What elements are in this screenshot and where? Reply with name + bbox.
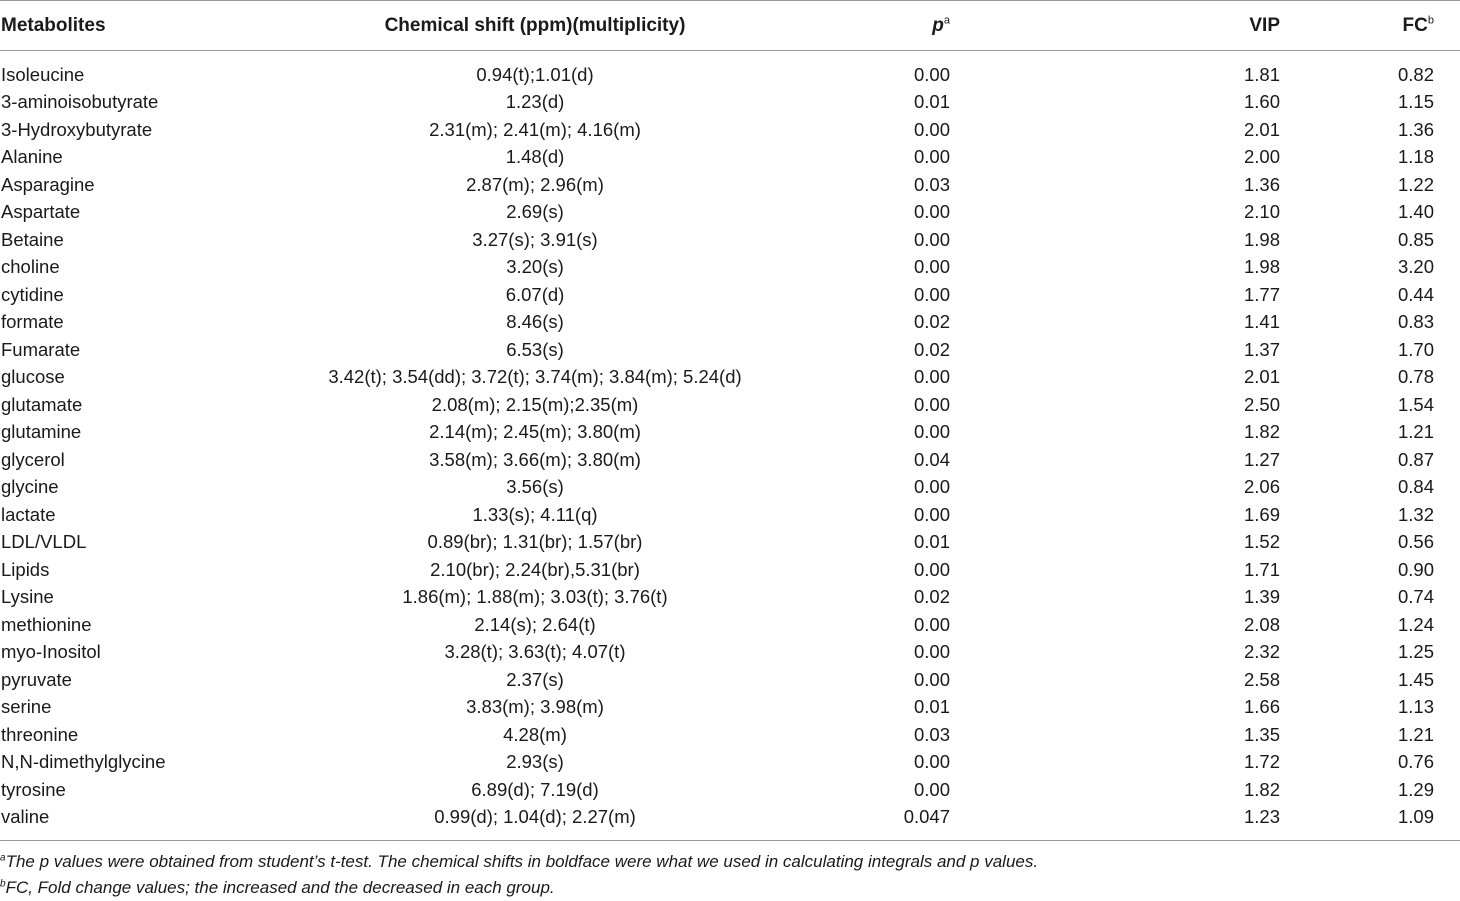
cell-vip: 1.98 (1243, 256, 1280, 278)
cell-chemical-shift: 2.87(m); 2.96(m) (466, 173, 604, 195)
cell-metabolite: glucose (1, 366, 65, 388)
cell-metabolite: choline (1, 256, 60, 278)
cell-p-value: 0.00 (913, 64, 950, 85)
cell-vip: 1.41 (1243, 311, 1280, 333)
footnotes (0, 849, 1460, 901)
cell-vip: 1.52 (1243, 531, 1280, 553)
cell-fc: 1.18 (1397, 146, 1434, 168)
cell-p-value: 0.00 (913, 421, 950, 443)
footnote-a (0, 849, 1460, 875)
cell-metabolite: 3-aminoisobutyrate (1, 91, 159, 113)
cell-metabolite: Alanine (1, 146, 63, 168)
cell-fc: 1.70 (1397, 338, 1434, 360)
cell-vip: 1.82 (1243, 421, 1280, 443)
cell-metabolite: methionine (1, 613, 92, 635)
cell-vip: 2.08 (1243, 613, 1280, 635)
cell-chemical-shift: 1.48(d) (505, 146, 565, 168)
cell-metabolite: 3-Hydroxybutyrate (1, 118, 153, 140)
cell-metabolite: valine (1, 806, 50, 828)
cell-metabolite: glutamine (1, 421, 82, 443)
cell-p-value: 0.01 (913, 91, 950, 113)
cell-p-value: 0.02 (913, 338, 950, 360)
table-row (0, 803, 1460, 831)
cell-fc: 0.82 (1397, 64, 1434, 85)
cell-chemical-shift: 3.58(m); 3.66(m); 3.80(m) (429, 448, 641, 470)
cell-fc: 1.24 (1397, 613, 1434, 635)
table-row (0, 143, 1460, 171)
cell-chemical-shift: 6.07(d) (505, 283, 565, 305)
cell-chemical-shift: 2.14(m); 2.45(m); 3.80(m) (429, 421, 641, 443)
cell-fc: 1.13 (1397, 696, 1434, 718)
cell-chemical-shift: 6.89(d); 7.19(d) (471, 778, 599, 800)
cell-p-value: 0.01 (913, 531, 950, 553)
cell-fc: 0.84 (1397, 476, 1434, 498)
cell-fc: 0.44 (1397, 283, 1434, 305)
cell-vip: 2.58 (1243, 668, 1280, 690)
cell-p-value: 0.00 (913, 256, 950, 278)
cell-vip: 2.01 (1243, 366, 1280, 388)
cell-vip: 1.82 (1243, 778, 1280, 800)
table-row (0, 638, 1460, 666)
cell-p-value: 0.00 (913, 668, 950, 690)
footnote-a-text: The p values were obtained from student’s t-test. The chemical shifts in boldface were what we used in calculating integrals and p values. (5, 852, 1039, 871)
cell-chemical-shift: 2.08(m); 2.15(m);2.35(m) (431, 393, 639, 415)
table-row (0, 583, 1460, 611)
table-row (0, 226, 1460, 254)
cell-fc: 3.20 (1397, 256, 1434, 278)
cell-p-value: 0.00 (913, 778, 950, 800)
table-row (0, 693, 1460, 721)
cell-fc: 0.56 (1397, 531, 1434, 553)
cell-metabolite: Fumarate (1, 338, 81, 360)
cell-fc: 0.76 (1397, 751, 1434, 773)
cell-chemical-shift: 3.27(s); 3.91(s) (472, 228, 598, 250)
cell-fc: 1.40 (1397, 201, 1434, 223)
table-row (0, 748, 1460, 776)
cell-vip: 1.60 (1243, 91, 1280, 113)
cell-vip: 1.23 (1243, 806, 1280, 828)
cell-chemical-shift: 3.56(s) (506, 476, 564, 498)
table-row (0, 473, 1460, 501)
cell-vip: 1.69 (1243, 503, 1280, 525)
header-chemical-shift: Chemical shift (ppm)(multiplicity) (384, 14, 686, 36)
cell-chemical-shift: 4.28(m) (503, 723, 567, 745)
cell-fc: 1.21 (1397, 421, 1434, 443)
cell-fc: 0.83 (1397, 311, 1434, 333)
cell-vip: 1.98 (1243, 228, 1280, 250)
cell-p-value: 0.00 (913, 751, 950, 773)
cell-vip: 1.39 (1243, 586, 1280, 608)
cell-p-value: 0.00 (913, 503, 950, 525)
cell-vip: 2.01 (1243, 118, 1280, 140)
cell-p-value: 0.01 (913, 696, 950, 718)
cell-metabolite: Betaine (1, 228, 64, 250)
cell-p-value: 0.04 (913, 448, 950, 470)
cell-p-value: 0.00 (913, 641, 950, 663)
cell-metabolite: LDL/VLDL (1, 531, 87, 553)
table-row (0, 51, 1460, 89)
cell-chemical-shift: 2.93(s) (506, 751, 564, 773)
table-row (0, 776, 1460, 804)
header-row (0, 1, 1460, 51)
cell-fc: 1.36 (1397, 118, 1434, 140)
table-row (0, 171, 1460, 199)
header-vip: VIP (1249, 14, 1280, 36)
cell-fc: 0.87 (1397, 448, 1434, 470)
footnote-b-text: FC, Fold change values; the increased and the decreased in each group. (5, 878, 555, 897)
cell-metabolite: Isoleucine (1, 64, 85, 85)
cell-fc: 0.90 (1397, 558, 1434, 580)
cell-metabolite: myo-Inositol (1, 641, 101, 663)
cell-vip: 2.00 (1243, 146, 1280, 168)
cell-chemical-shift: 2.10(br); 2.24(br),5.31(br) (430, 558, 640, 580)
footnote-b-mark: b (0, 878, 6, 890)
cell-vip: 1.36 (1243, 173, 1280, 195)
table-header (0, 1, 1460, 51)
cell-vip: 2.10 (1243, 201, 1280, 223)
header-fc: $FC^b$ (1402, 14, 1434, 36)
cell-chemical-shift: 1.33(s); 4.11(q) (472, 503, 598, 525)
cell-vip: 2.50 (1243, 393, 1280, 415)
table-row (0, 116, 1460, 144)
cell-vip: 1.77 (1243, 283, 1280, 305)
table-row (0, 198, 1460, 226)
cell-p-value: 0.00 (913, 558, 950, 580)
cell-fc: 1.32 (1397, 503, 1434, 525)
cell-fc: 1.15 (1397, 91, 1434, 113)
cell-metabolite: Asparagine (1, 173, 95, 195)
cell-metabolite: glycerol (1, 448, 65, 470)
cell-p-value: 0.00 (913, 201, 950, 223)
table-row (0, 446, 1460, 474)
cell-chemical-shift: 3.42(t); 3.54(dd); 3.72(t); 3.74(m); 3.84(m); 5.24(d) (328, 366, 742, 388)
cell-metabolite: glycine (1, 476, 59, 498)
cell-chemical-shift: 3.20(s) (506, 256, 564, 278)
cell-chemical-shift: 2.37(s) (506, 668, 564, 690)
table-row (0, 363, 1460, 391)
cell-chemical-shift: 1.86(m); 1.88(m); 3.03(t); 3.76(t) (402, 586, 668, 608)
cell-chemical-shift: 6.53(s) (506, 338, 564, 360)
footnote-a-mark: a (0, 852, 6, 864)
cell-metabolite: N,N-dimethylglycine (1, 751, 166, 773)
table-row (0, 611, 1460, 639)
cell-fc: 1.25 (1397, 641, 1434, 663)
cell-vip: 1.27 (1243, 448, 1280, 470)
header-fc-footnote-mark: b (1427, 14, 1434, 27)
cell-p-value: 0.00 (913, 146, 950, 168)
header-metabolites: Metabolites (1, 14, 106, 36)
header-p: $p^a$ (932, 14, 950, 36)
cell-chemical-shift: 2.31(m); 2.41(m); 4.16(m) (429, 118, 641, 140)
cell-chemical-shift: 8.46(s) (506, 311, 564, 333)
cell-fc: 0.78 (1397, 366, 1434, 388)
cell-metabolite: lactate (1, 503, 56, 525)
table-row (0, 721, 1460, 749)
cell-metabolite: formate (1, 311, 64, 333)
cell-p-value: 0.00 (913, 228, 950, 250)
table-body (0, 51, 1460, 831)
cell-vip: 1.35 (1243, 723, 1280, 745)
table-row (0, 336, 1460, 364)
cell-metabolite: Aspartate (1, 201, 81, 223)
cell-chemical-shift: 0.94(t);1.01(d) (476, 64, 594, 85)
cell-p-value: 0.00 (913, 366, 950, 388)
cell-metabolite: Lipids (1, 558, 50, 580)
cell-p-value: 0.03 (913, 723, 950, 745)
cell-metabolite: pyruvate (1, 668, 72, 690)
cell-fc: 1.22 (1397, 173, 1434, 195)
cell-chemical-shift: 3.83(m); 3.98(m) (466, 696, 604, 718)
cell-fc: 1.09 (1397, 806, 1434, 828)
cell-p-value: 0.00 (913, 476, 950, 498)
cell-fc: 1.29 (1397, 778, 1434, 800)
cell-p-value: 0.00 (913, 613, 950, 635)
cell-p-value: 0.00 (913, 393, 950, 415)
table-row (0, 501, 1460, 529)
cell-chemical-shift: 3.28(t); 3.63(t); 4.07(t) (444, 641, 626, 663)
footnote-b (0, 875, 1460, 901)
cell-fc: 0.74 (1397, 586, 1434, 608)
table-bottom-rule (0, 840, 1460, 841)
table-row (0, 556, 1460, 584)
cell-chemical-shift: 1.23(d) (505, 91, 565, 113)
cell-p-value: 0.00 (913, 118, 950, 140)
cell-p-value: 0.03 (913, 173, 950, 195)
cell-metabolite: cytidine (1, 283, 64, 305)
cell-p-value: 0.02 (913, 586, 950, 608)
header-p-footnote-mark: a (943, 14, 950, 27)
cell-chemical-shift: 0.89(br); 1.31(br); 1.57(br) (427, 531, 643, 553)
table-row (0, 391, 1460, 419)
table-row (0, 528, 1460, 556)
cell-chemical-shift: 0.99(d); 1.04(d); 2.27(m) (434, 806, 636, 828)
cell-vip: 1.37 (1243, 338, 1280, 360)
cell-fc: 0.85 (1397, 228, 1434, 250)
cell-p-value: 0.02 (913, 311, 950, 333)
cell-metabolite: tyrosine (1, 778, 66, 800)
cell-vip: 1.71 (1243, 558, 1280, 580)
table-row (0, 88, 1460, 116)
cell-vip: 2.32 (1243, 641, 1280, 663)
cell-vip: 2.06 (1243, 476, 1280, 498)
table-row (0, 418, 1460, 446)
table-row (0, 253, 1460, 281)
table-row (0, 666, 1460, 694)
cell-fc: 1.21 (1397, 723, 1434, 745)
cell-vip: 1.66 (1243, 696, 1280, 718)
cell-p-value: 0.047 (903, 806, 950, 828)
cell-fc: 1.45 (1397, 668, 1434, 690)
table-row (0, 281, 1460, 309)
cell-chemical-shift: 2.69(s) (506, 201, 564, 223)
cell-p-value: 0.00 (913, 283, 950, 305)
cell-chemical-shift: 2.14(s); 2.64(t) (474, 613, 596, 635)
cell-metabolite: Lysine (1, 586, 54, 608)
cell-metabolite: glutamate (1, 393, 83, 415)
cell-vip: 1.72 (1243, 751, 1280, 773)
table-row (0, 308, 1460, 336)
cell-vip: 1.81 (1243, 64, 1280, 85)
cell-metabolite: serine (1, 696, 52, 718)
cell-fc: 1.54 (1397, 393, 1434, 415)
cell-metabolite: threonine (1, 723, 79, 745)
